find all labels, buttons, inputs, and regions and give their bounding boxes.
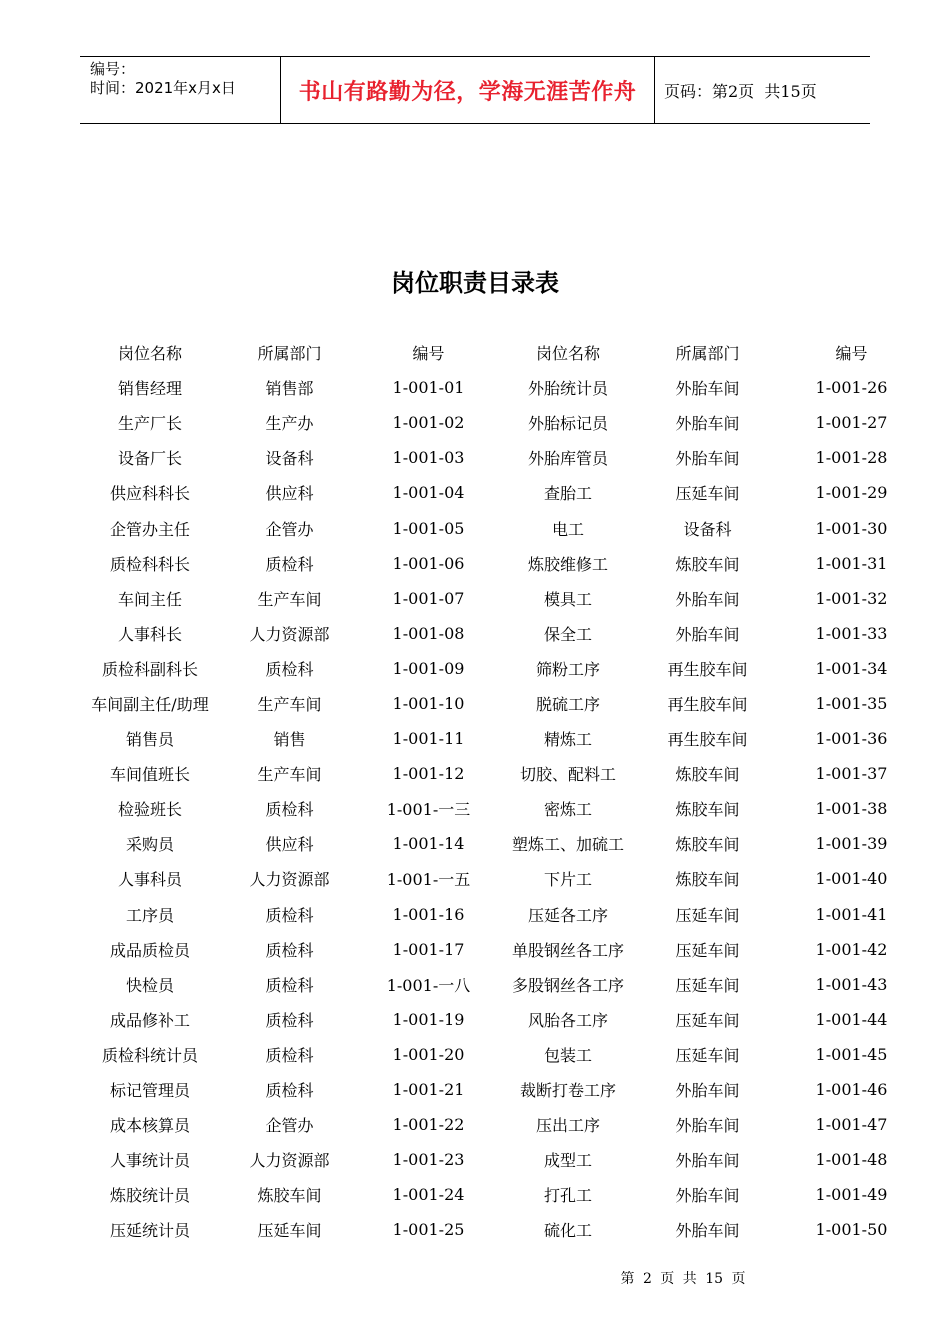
table-cell: 1-001-33	[815, 623, 888, 643]
table-row	[80, 1177, 926, 1212]
table-cell: 外胎库管员	[527, 449, 608, 469]
column-header: 编号	[835, 344, 868, 364]
table-row	[80, 861, 926, 896]
table-cell: 再生胶车间	[667, 694, 748, 714]
column-header: 岗位名称	[117, 344, 182, 364]
table-cell: 生产车间	[257, 589, 322, 609]
table-cell: 精炼工	[543, 730, 592, 750]
table-cell: 人事科长	[117, 624, 182, 644]
header-page-info: 页码：第2页 共15页	[664, 81, 817, 101]
table-cell: 1-001-36	[815, 729, 888, 749]
table-cell: 质检科科长	[109, 554, 190, 574]
table-cell: 1-001-16	[392, 904, 465, 924]
table-cell: 成本核算员	[109, 1116, 190, 1136]
table-row	[80, 1142, 926, 1177]
table-cell: 1-001-39	[815, 834, 888, 854]
table-row	[80, 686, 926, 721]
table-cell: 外胎车间	[675, 379, 740, 399]
table-cell: 1-001-21	[392, 1080, 465, 1100]
table-cell: 成品质检员	[109, 940, 190, 960]
table-cell: 供应科	[265, 484, 314, 504]
table-row	[80, 932, 926, 967]
table-cell: 人力资源部	[249, 870, 330, 890]
table-cell: 人力资源部	[249, 624, 330, 644]
table-cell: 外胎车间	[675, 1081, 740, 1101]
table-cell: 设备科	[683, 519, 732, 539]
table-cell: 1-001-24	[392, 1185, 465, 1205]
table-cell: 供应科	[265, 835, 314, 855]
table-cell: 质检科	[265, 975, 314, 995]
table-cell: 脱硫工序	[535, 694, 600, 714]
table-cell: 压出工序	[535, 1116, 600, 1136]
table-cell: 1-001-01	[392, 378, 465, 398]
table-cell: 1-001-49	[815, 1185, 888, 1205]
table-cell: 质检科	[265, 800, 314, 820]
table-cell: 1-001-30	[815, 518, 888, 538]
table-cell: 1-001-17	[392, 939, 465, 959]
table-cell: 1-001-25	[392, 1220, 465, 1240]
table-cell: 1-001-45	[815, 1044, 888, 1064]
table-cell: 质检科	[265, 554, 314, 574]
table-cell: 供应科科长	[109, 484, 190, 504]
table-row	[80, 546, 926, 581]
table-cell: 工序员	[125, 905, 174, 925]
table-row	[80, 721, 926, 756]
table-body	[80, 370, 926, 1247]
column-header: 所属部门	[675, 344, 740, 364]
table-cell: 1-001-06	[392, 553, 465, 573]
table-cell: 炼胶车间	[675, 800, 740, 820]
table-row	[80, 370, 926, 405]
table-cell: 压延车间	[675, 1010, 740, 1030]
table-cell: 多股钢丝各工序	[511, 975, 624, 995]
page-footer: 第 2 页 共 15 页	[620, 1271, 746, 1287]
table-cell: 炼胶车间	[675, 765, 740, 785]
table-cell: 采购员	[125, 835, 174, 855]
table-cell: 筛粉工序	[535, 659, 600, 679]
table-cell: 设备厂长	[117, 449, 182, 469]
table-cell: 成品修补工	[109, 1010, 190, 1030]
column-header: 编号	[412, 344, 445, 364]
table-cell: 1-001-02	[392, 413, 465, 433]
table-cell: 压延车间	[675, 1045, 740, 1065]
table-cell: 裁断打卷工序	[519, 1081, 616, 1101]
table-row	[80, 440, 926, 475]
table-cell: 塑炼工、加硫工	[511, 835, 624, 855]
table-cell: 炼胶统计员	[109, 1186, 190, 1206]
table-cell: 硫化工	[543, 1221, 592, 1241]
table-row	[80, 826, 926, 861]
table-cell: 压延车间	[675, 905, 740, 925]
table-cell: 成型工	[543, 1151, 592, 1171]
table-cell: 车间副主任/助理	[91, 694, 209, 714]
table-cell: 1-001-08	[392, 623, 465, 643]
table-cell: 销售经理	[117, 379, 182, 399]
table-cell: 1-001-41	[815, 904, 888, 924]
column-header: 岗位名称	[535, 344, 600, 364]
table-cell: 车间值班长	[109, 765, 190, 785]
table-row	[80, 405, 926, 440]
table-cell: 1-001-一八	[386, 975, 471, 995]
table-row	[80, 756, 926, 791]
table-cell: 1-001-07	[392, 588, 465, 608]
table-cell: 再生胶车间	[667, 659, 748, 679]
table-cell: 质检科	[265, 1045, 314, 1065]
table-cell: 1-001-40	[815, 869, 888, 889]
table-row	[80, 475, 926, 510]
table-cell: 炼胶车间	[675, 835, 740, 855]
table-row	[80, 510, 926, 545]
table-cell: 1-001-34	[815, 658, 888, 678]
table-cell: 压延统计员	[109, 1221, 190, 1241]
table-cell: 1-001-09	[392, 658, 465, 678]
table-row	[80, 1037, 926, 1072]
table-cell: 1-001-28	[815, 448, 888, 468]
table-cell: 压延各工序	[527, 905, 608, 925]
table-cell: 人力资源部	[249, 1151, 330, 1171]
table-cell: 1-001-23	[392, 1150, 465, 1170]
header-motto: 书山有路勤为径，学海无涯苦作舟	[281, 57, 655, 123]
table-cell: 1-001-42	[815, 939, 888, 959]
table-row	[80, 1072, 926, 1107]
table-cell: 1-001-12	[392, 764, 465, 784]
table-cell: 1-001-47	[815, 1115, 888, 1135]
table-cell: 单股钢丝各工序	[511, 940, 624, 960]
table-cell: 外胎标记员	[527, 414, 608, 434]
table-cell: 外胎统计员	[527, 379, 608, 399]
table-cell: 1-001-50	[815, 1220, 888, 1240]
column-header: 所属部门	[257, 344, 322, 364]
table-row	[80, 1107, 926, 1142]
table-cell: 销售员	[125, 730, 174, 750]
table-row	[80, 1212, 926, 1247]
table-cell: 销售部	[265, 379, 314, 399]
table-cell: 外胎车间	[675, 624, 740, 644]
table-cell: 1-001-44	[815, 1009, 888, 1029]
table-cell: 1-001-14	[392, 834, 465, 854]
table-row	[80, 967, 926, 1002]
table-cell: 企管办	[265, 519, 314, 539]
table-cell: 外胎车间	[675, 589, 740, 609]
table-cell: 压延车间	[675, 484, 740, 504]
table-cell: 1-001-04	[392, 483, 465, 503]
table-cell: 1-001-35	[815, 693, 888, 713]
table-cell: 1-001-38	[815, 799, 888, 819]
table-cell: 1-001-20	[392, 1044, 465, 1064]
page-header	[80, 56, 870, 124]
table-cell: 1-001-11	[392, 729, 465, 749]
table-header-row	[80, 335, 926, 370]
table-cell: 1-001-10	[392, 693, 465, 713]
table-cell: 销售	[273, 730, 306, 750]
table-cell: 风胎各工序	[527, 1010, 608, 1030]
table-cell: 人事统计员	[109, 1151, 190, 1171]
table-cell: 生产办	[265, 414, 314, 434]
table-cell: 快检员	[125, 975, 174, 995]
table-cell: 检验班长	[117, 800, 182, 820]
position-directory-table	[80, 335, 926, 1247]
table-cell: 1-001-一五	[386, 870, 471, 890]
table-cell: 生产厂长	[117, 414, 182, 434]
table-cell: 炼胶维修工	[527, 554, 608, 574]
table-cell: 外胎车间	[675, 449, 740, 469]
table-cell: 质检科副科长	[101, 659, 198, 679]
table-cell: 炼胶车间	[675, 554, 740, 574]
table-cell: 企管办	[265, 1116, 314, 1136]
table-cell: 1-001-一三	[386, 800, 471, 820]
table-cell: 切胶、配料工	[519, 765, 616, 785]
table-cell: 1-001-27	[815, 413, 888, 433]
table-cell: 1-001-29	[815, 483, 888, 503]
table-cell: 查胎工	[543, 484, 592, 504]
table-cell: 设备科	[265, 449, 314, 469]
table-cell: 车间主任	[117, 589, 182, 609]
table-cell: 外胎车间	[675, 414, 740, 434]
table-cell: 1-001-32	[815, 588, 888, 608]
table-cell: 质检科	[265, 905, 314, 925]
table-row	[80, 897, 926, 932]
table-cell: 人事科员	[117, 870, 182, 890]
table-cell: 质检科统计员	[101, 1045, 198, 1065]
table-cell: 1-001-03	[392, 448, 465, 468]
table-row	[80, 651, 926, 686]
table-cell: 标记管理员	[109, 1081, 190, 1101]
table-cell: 1-001-05	[392, 518, 465, 538]
table-cell: 生产车间	[257, 765, 322, 785]
table-cell: 炼胶车间	[675, 870, 740, 890]
table-cell: 压延车间	[257, 1221, 322, 1241]
table-cell: 外胎车间	[675, 1186, 740, 1206]
table-cell: 1-001-48	[815, 1150, 888, 1170]
number-label: 编号：	[90, 60, 136, 78]
table-cell: 1-001-43	[815, 974, 888, 994]
table-row	[80, 616, 926, 651]
table-cell: 下片工	[543, 870, 592, 890]
table-row	[80, 581, 926, 616]
table-cell: 外胎车间	[675, 1116, 740, 1136]
table-cell: 炼胶车间	[257, 1186, 322, 1206]
table-cell: 企管办主任	[109, 519, 190, 539]
table-cell: 电工	[551, 519, 584, 539]
table-cell: 质检科	[265, 1081, 314, 1101]
table-cell: 1-001-31	[815, 553, 888, 573]
table-cell: 质检科	[265, 659, 314, 679]
table-row	[80, 1002, 926, 1037]
table-cell: 包装工	[543, 1045, 592, 1065]
header-meta	[80, 57, 281, 123]
table-cell: 外胎车间	[675, 1151, 740, 1171]
table-cell: 1-001-22	[392, 1115, 465, 1135]
table-cell: 打孔工	[543, 1186, 592, 1206]
table-cell: 1-001-46	[815, 1080, 888, 1100]
table-cell: 模具工	[543, 589, 592, 609]
table-cell: 压延车间	[675, 940, 740, 960]
table-cell: 密炼工	[543, 800, 592, 820]
table-cell: 再生胶车间	[667, 730, 748, 750]
table-row	[80, 791, 926, 826]
table-cell: 质检科	[265, 940, 314, 960]
table-cell: 1-001-19	[392, 1009, 465, 1029]
table-cell: 质检科	[265, 1010, 314, 1030]
table-cell: 生产车间	[257, 694, 322, 714]
document-title: 岗位职责目录表	[391, 268, 559, 297]
table-cell: 保全工	[543, 624, 592, 644]
time-label: 时间：2021年x月x日	[90, 79, 236, 97]
table-cell: 1-001-37	[815, 764, 888, 784]
table-cell: 压延车间	[675, 975, 740, 995]
table-cell: 外胎车间	[675, 1221, 740, 1241]
table-cell: 1-001-26	[815, 378, 888, 398]
